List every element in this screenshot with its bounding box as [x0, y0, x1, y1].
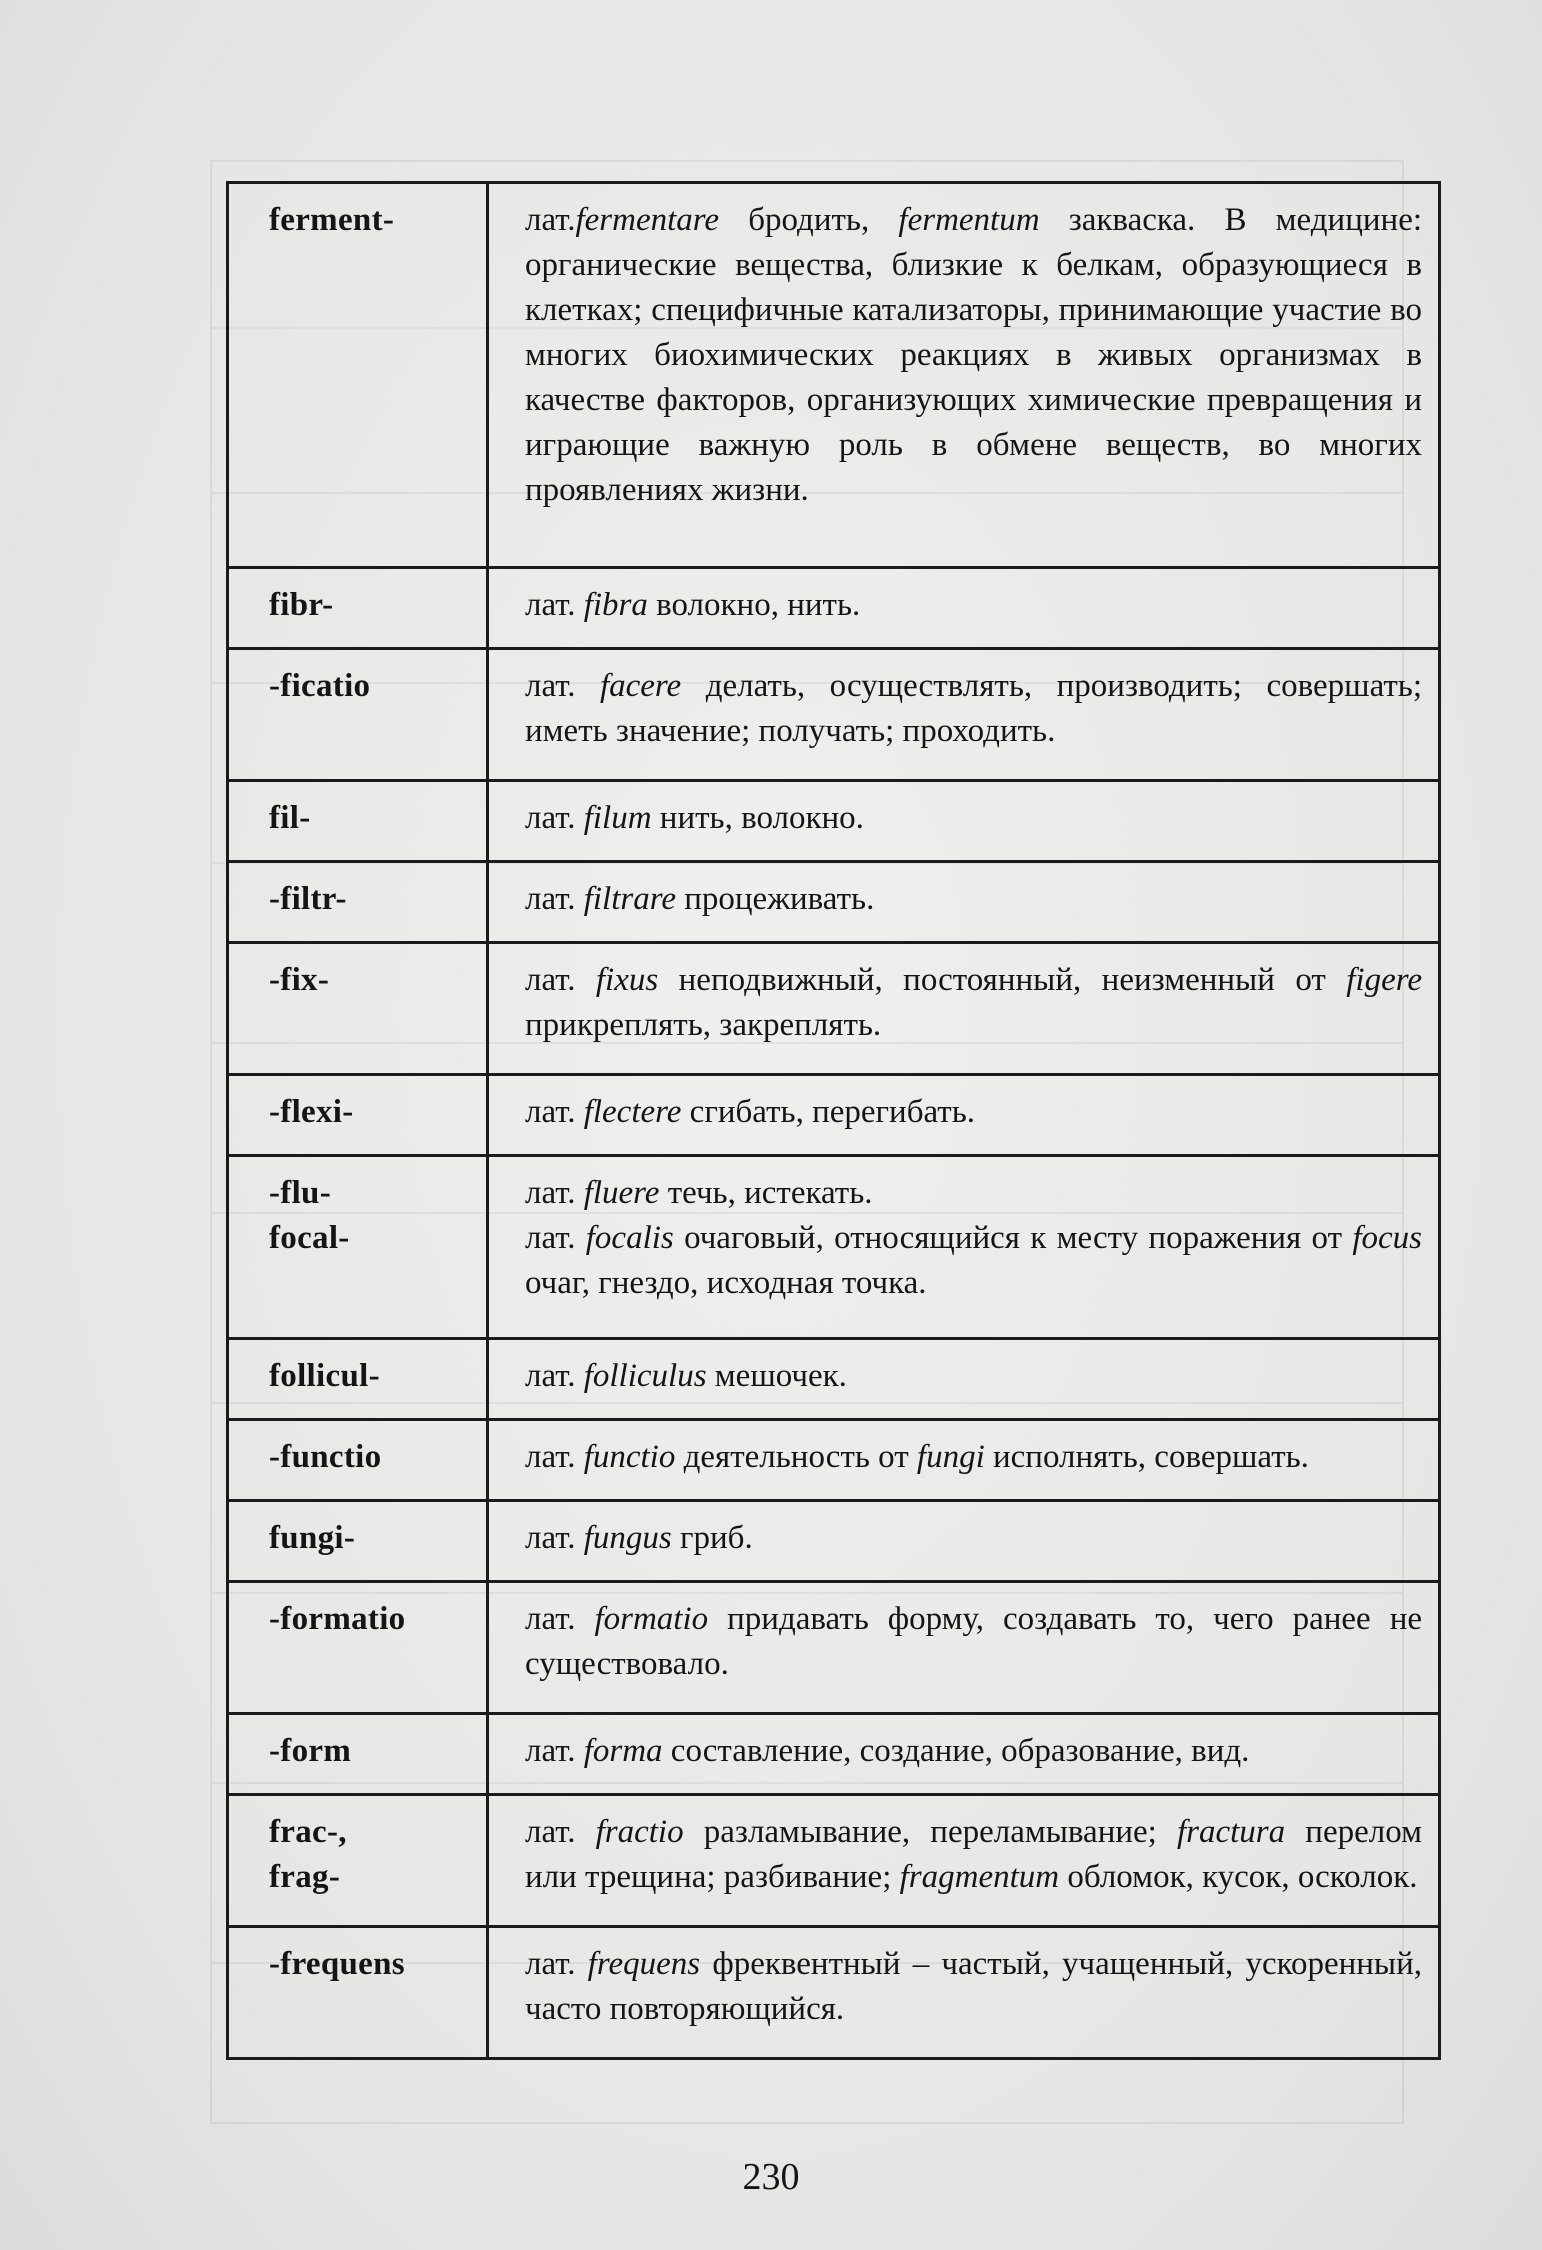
entry-definition: [488, 568, 1440, 649]
definition-text: лат.: [525, 962, 596, 999]
entry-definition: [488, 1795, 1440, 1927]
entry-term: [228, 781, 488, 862]
term-line: fil-: [269, 800, 311, 837]
entry-term: [228, 568, 488, 649]
entry-definition: [488, 183, 1440, 568]
latin-word: fermentare: [575, 202, 720, 238]
definition-text: лат.: [525, 1439, 584, 1476]
table-row: [228, 1795, 1440, 1927]
definition-text: лат.: [525, 202, 576, 238]
definition-text: лат.: [525, 1945, 588, 1982]
definition-text: течь, истекать.: [659, 1175, 873, 1212]
latin-word: fractio: [595, 1814, 684, 1851]
entry-term: [228, 1156, 488, 1339]
entry-definition: [488, 1420, 1440, 1501]
definition-text: лат.: [525, 881, 584, 918]
latin-word: focus: [1352, 1220, 1422, 1257]
definition-text: составление, создание, образование, вид.: [662, 1733, 1250, 1770]
latin-word: figere: [1346, 962, 1422, 999]
entry-term: [228, 1501, 488, 1582]
table-row: [228, 862, 1440, 943]
entry-definition: [488, 943, 1440, 1075]
definition-text: лат.: [525, 1175, 584, 1212]
definition-text: лат.: [525, 1220, 586, 1257]
latin-word: fluere: [583, 1175, 660, 1212]
latin-word: fixus: [595, 962, 659, 999]
latin-word: fragmentum: [899, 1859, 1060, 1896]
latin-word: functio: [583, 1439, 676, 1476]
entry-definition: [488, 1714, 1440, 1795]
definition-text: лат.: [525, 1357, 584, 1394]
term-line: focal-: [269, 1220, 350, 1257]
table-row: [228, 568, 1440, 649]
entry-term: [228, 1926, 488, 2058]
table-row: [228, 943, 1440, 1075]
definition-text: перелом или трещина; разбивание;: [525, 1814, 1422, 1896]
table-row: [228, 1420, 1440, 1501]
latin-word: frequens: [587, 1945, 701, 1982]
term-line: -flu-: [269, 1175, 331, 1212]
definition-text: деятельность от: [675, 1439, 917, 1476]
entry-term: [228, 943, 488, 1075]
definition-text: гриб.: [671, 1520, 753, 1557]
entry-term: [228, 649, 488, 781]
entry-definition: [488, 1075, 1440, 1156]
entry-term: [228, 1338, 488, 1419]
entry-definition: [488, 649, 1440, 781]
definition-text: лат.: [525, 800, 584, 837]
entry-definition: [488, 1501, 1440, 1582]
definition-text: лат.: [525, 587, 584, 624]
definition-text: лат.: [525, 1094, 584, 1131]
latin-word: fractura: [1176, 1814, 1286, 1851]
entry-term: [228, 1582, 488, 1714]
term-line: ferment-: [269, 202, 395, 238]
table-row: [228, 649, 1440, 781]
definition-text: лат.: [525, 1733, 584, 1770]
latin-word: facere: [599, 668, 682, 705]
definition-text: очаговый, относящийся к месту поражения от: [673, 1220, 1353, 1257]
entry-definition: [488, 1338, 1440, 1419]
term-line: -fix-: [269, 962, 330, 999]
latin-word: fibra: [583, 587, 648, 624]
term-line: follicul-: [269, 1357, 380, 1394]
term-line: frag-: [269, 1859, 341, 1896]
definition-text: процеживать.: [675, 881, 875, 918]
table-row: [228, 1075, 1440, 1156]
entry-term: [228, 1714, 488, 1795]
definition-text: сгибать, перегибать.: [681, 1094, 976, 1131]
definition-text: волокно, нить.: [647, 587, 861, 624]
latin-word: fungi: [916, 1439, 985, 1476]
entry-definition: [488, 1156, 1440, 1339]
latin-word: forma: [583, 1733, 663, 1770]
definition-text: придавать форму, создавать то, чего ранее не существовало.: [525, 1601, 1423, 1683]
term-line: fibr-: [269, 587, 334, 624]
table-row: [228, 183, 1440, 568]
definition-text: лат.: [525, 1601, 595, 1638]
latin-word: fungus: [583, 1520, 672, 1557]
term-line: fungi-: [269, 1520, 356, 1557]
entry-term: [228, 1075, 488, 1156]
dictionary-body: [228, 183, 1440, 2059]
term-line: -formatio: [269, 1601, 406, 1638]
entry-definition: [488, 1582, 1440, 1714]
definition-text: лат.: [525, 668, 600, 705]
latin-word: filum: [583, 800, 652, 837]
definition-text: фреквентный – частый, учащенный, ускоренный, часто повторяющийся.: [525, 1945, 1422, 2027]
page-number: 230: [742, 2156, 800, 2198]
definition-text: прикреплять, закреплять.: [525, 1007, 882, 1044]
entry-term: [228, 1420, 488, 1501]
latin-word: focalis: [585, 1220, 674, 1257]
table-row: [228, 1926, 1440, 2058]
entry-definition: [488, 1926, 1440, 2058]
definition-text: очаг, гнездо, исходная точка.: [525, 1265, 927, 1302]
table-row: [228, 1582, 1440, 1714]
table-row: [228, 1338, 1440, 1419]
entry-term: [228, 862, 488, 943]
latin-word: formatio: [594, 1601, 709, 1638]
term-line: -ficatio: [269, 668, 371, 705]
latin-word: fermentum: [898, 202, 1040, 238]
definition-text: обломок, кусок, осколок.: [1059, 1859, 1418, 1896]
term-line: -form: [269, 1733, 352, 1770]
definition-text: лат.: [525, 1814, 596, 1851]
term-line: -flexi-: [269, 1094, 354, 1131]
latin-word: folliculus: [583, 1357, 707, 1394]
entry-definition: [488, 862, 1440, 943]
table-row: [228, 1501, 1440, 1582]
table-row: [228, 1156, 1440, 1339]
table-row: [228, 1714, 1440, 1795]
entry-term: [228, 1795, 488, 1927]
definition-text: бродить,: [719, 202, 899, 238]
definition-text: закваска. В медицине: органические вещества, близкие к белкам, образующиеся в клетках; специфичные катализаторы, принимающие участие во многих биохимических реакциях в живых организмах в качестве факторов, организующих химические превращения и играющие важную роль в обмене веществ, во многих проявлениях жизни.: [525, 202, 1423, 508]
definition-text: мешочек.: [706, 1357, 847, 1394]
definition-text: лат.: [525, 1520, 584, 1557]
definition-text: нить, волокно.: [651, 800, 864, 837]
definition-text: делать, осуществлять, производить; совершать; иметь значение; получать; проходить.: [525, 668, 1423, 750]
latin-word: flectere: [583, 1094, 682, 1131]
term-line: -filtr-: [269, 881, 347, 918]
definition-text: исполнять, совершать.: [984, 1439, 1309, 1476]
dictionary-table: [226, 181, 1441, 2060]
table-row: [228, 781, 1440, 862]
entry-term: [228, 183, 488, 568]
definition-text: неподвижный, постоянный, неизменный от: [658, 962, 1347, 999]
definition-text: разламывание, переламывание;: [683, 1814, 1177, 1851]
latin-word: filtrare: [583, 881, 676, 918]
entry-definition: [488, 781, 1440, 862]
term-line: -functio: [269, 1439, 382, 1476]
term-line: frac-,: [269, 1814, 347, 1851]
term-line: -frequens: [269, 1945, 405, 1982]
